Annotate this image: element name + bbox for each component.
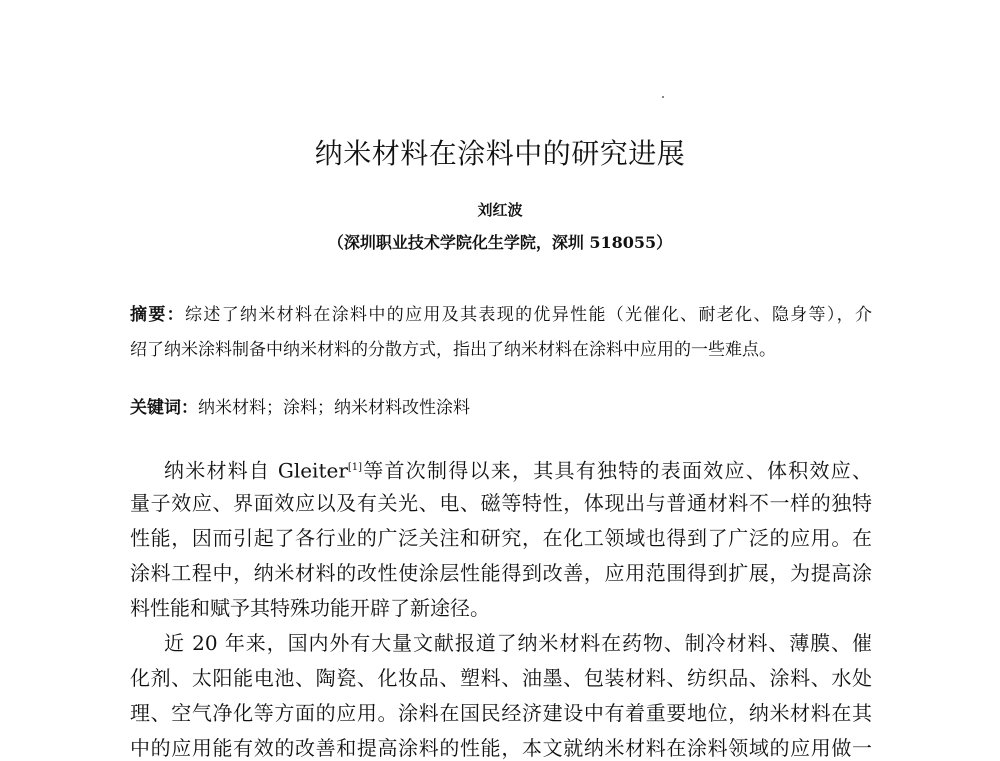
paragraph-line: 近 20 年来，国内外有大量文献报道了纳米材料在药物、制冷材料、薄膜、催 — [164, 631, 872, 655]
author: 刘红波 — [477, 201, 523, 219]
paragraph-line: 化剂、太阳能电池、陶瓷、化妆品、塑料、油墨、包装材料、纺织品、涂料、水处 — [130, 666, 872, 690]
keywords — [130, 397, 872, 419]
abstract-line: 绍了纳米涂料制备中纳米材料的分散方式，指出了纳米材料在涂料中应用的一些难点。 — [130, 340, 776, 360]
paragraph-line: 中的应用能有效的改善和提高涂料的性能，本文就纳米材料在涂料领域的应用做一 — [130, 736, 872, 760]
paragraph-line: 量子效应、界面效应以及有关光、电、磁等特性，体现出与普通材料不一样的独特 — [130, 491, 872, 515]
paragraph-line: 理、空气净化等方面的应用。涂料在国民经济建设中有着重要地位，纳米材料在其 — [130, 701, 872, 725]
paper-title: 纳米材料在涂料中的研究进展 — [314, 137, 686, 170]
citation-ref[interactable]: [1] — [347, 462, 363, 473]
keywords-label: 关键词： — [130, 398, 198, 418]
scan-speck — [662, 96, 664, 98]
keywords-text: 纳米材料；涂料；纳米材料改性涂料 — [198, 398, 470, 418]
paragraph-line: 料性能和赋予其特殊功能开辟了新途径。 — [130, 596, 490, 620]
abstract-line: 摘要：综述了纳米材料在涂料中的应用及其表现的优异性能（光催化、耐老化、隐身等），介 — [130, 305, 872, 325]
paragraph-line: 纳米材料自 Gleiter[1]等首次制得以来，其具有独特的表面效应、体积效应、 — [164, 458, 872, 483]
affiliation: （深圳职业技术学院化生学院，深圳 518055） — [327, 233, 673, 252]
abstract-label: 摘要： — [130, 305, 186, 325]
paragraph-line: 涂料工程中，纳米材料的改性使涂层性能得到改善，应用范围得到扩展，为提高涂 — [130, 561, 872, 585]
paragraph-line: 性能，因而引起了各行业的广泛关注和研究，在化工领域也得到了广泛的应用。在 — [130, 526, 872, 550]
